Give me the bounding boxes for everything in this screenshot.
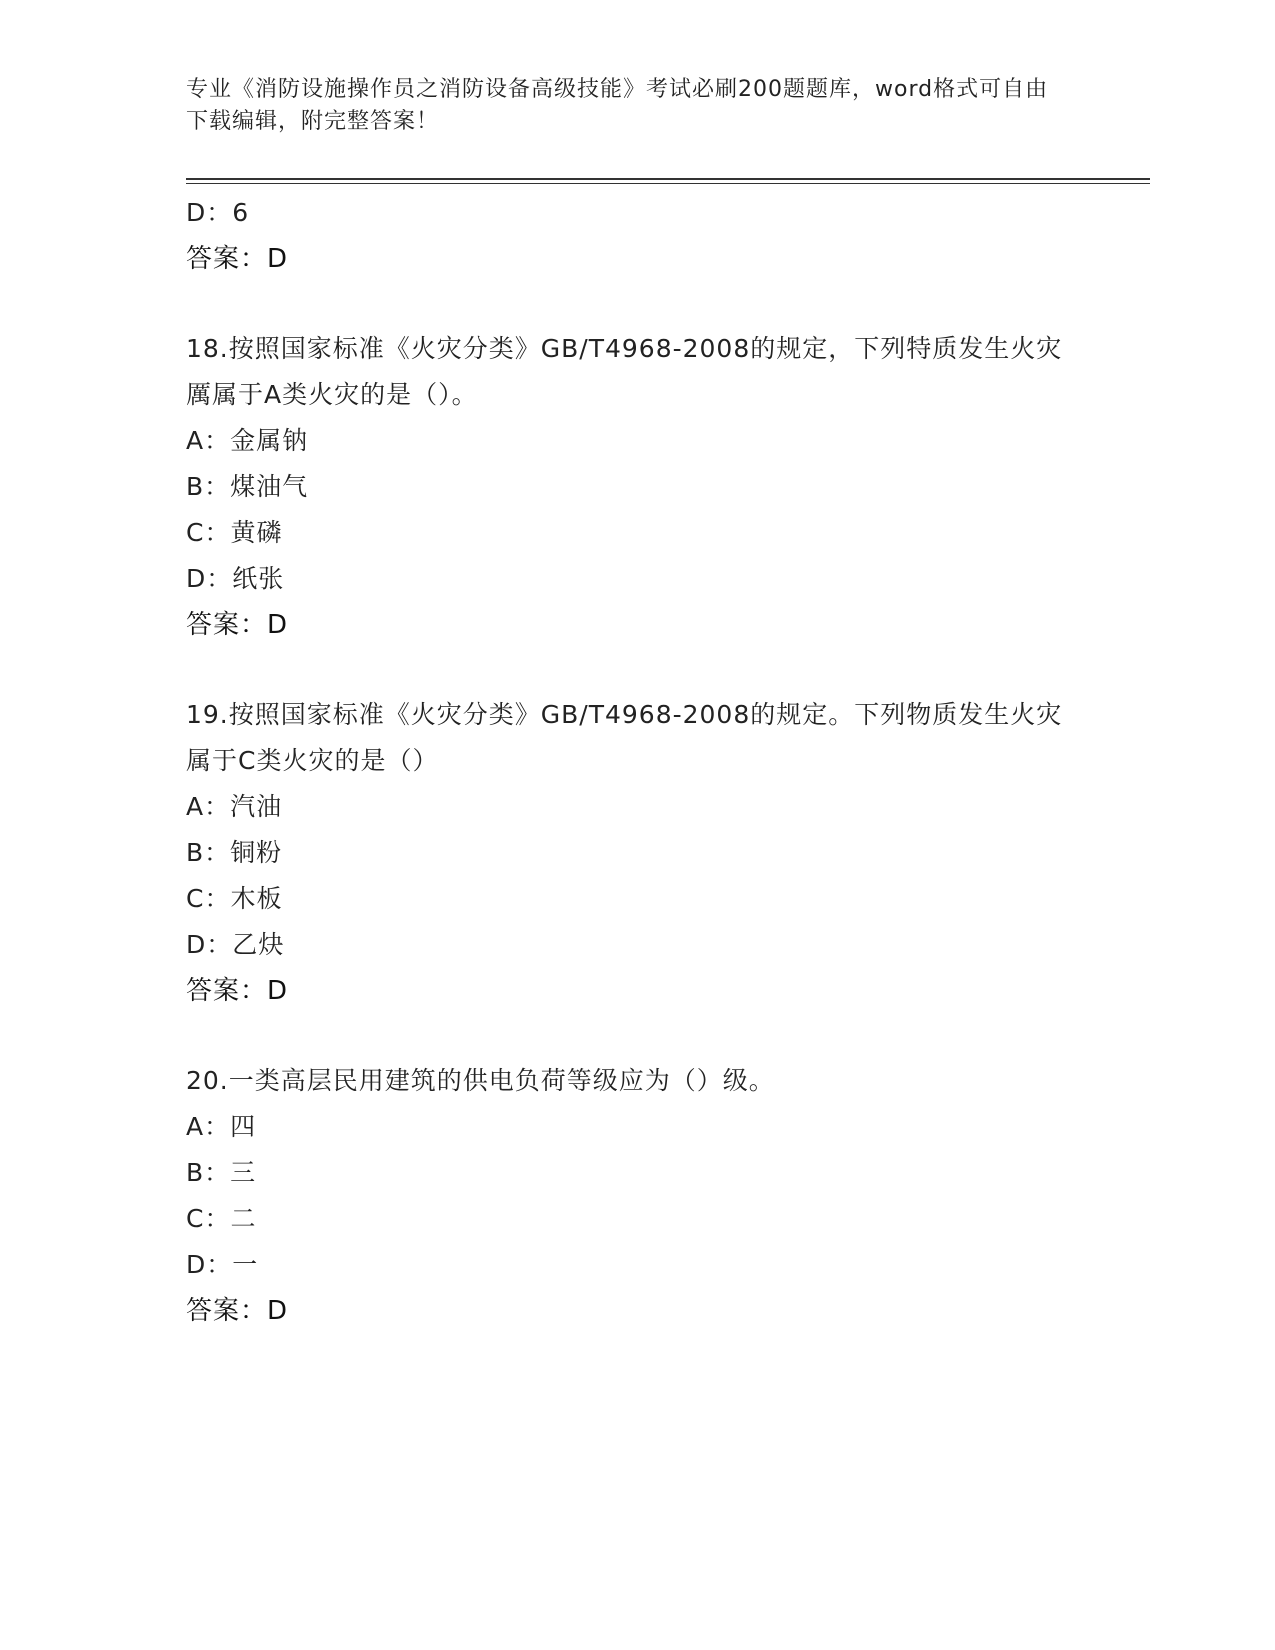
answer-line: 答案：D (186, 976, 289, 1006)
question-stem: 18.按照国家标准《火灾分类》GB/T4968-2008的规定，下列特质发生火灾厲属于A类火灾的是（）。 (186, 334, 1063, 409)
answer-line: 答案：D (186, 610, 289, 640)
option-a: A：金属钠 (186, 426, 309, 455)
question-20 (186, 1058, 1066, 1334)
option-b: B：三 (186, 1158, 257, 1187)
question-18 (186, 326, 1066, 648)
option-c: C：黄磷 (186, 518, 283, 547)
option-d: D：乙炔 (186, 930, 285, 959)
question-stem: 20.一类高层民用建筑的供电负荷等级应为（）级。 (186, 1066, 775, 1095)
option-b: B：铜粉 (186, 838, 283, 867)
answer-line: 答案：D (186, 244, 289, 274)
question-stem: 19.按照国家标准《火灾分类》GB/T4968-2008的规定。下列物质发生火灾属于C类火灾的是（） (186, 700, 1063, 775)
option-d: D：6 (186, 198, 250, 227)
page-header: 专业《消防设施操作员之消防设备高级技能》考试必刷200题题库，word格式可自由下载编辑，附完整答案！ (186, 77, 1049, 134)
option-c: C：二 (186, 1204, 257, 1233)
option-b: B：煤油气 (186, 472, 309, 501)
question-19 (186, 692, 1066, 1014)
question-content (186, 190, 1066, 1334)
option-a: A：四 (186, 1112, 257, 1141)
option-a: A：汽油 (186, 792, 283, 821)
option-d: D：纸张 (186, 564, 285, 593)
header-divider (186, 178, 1150, 180)
answer-line: 答案：D (186, 1296, 289, 1326)
header-divider-thin (186, 183, 1150, 184)
option-d: D：一 (186, 1250, 259, 1279)
option-c: C：木板 (186, 884, 283, 913)
